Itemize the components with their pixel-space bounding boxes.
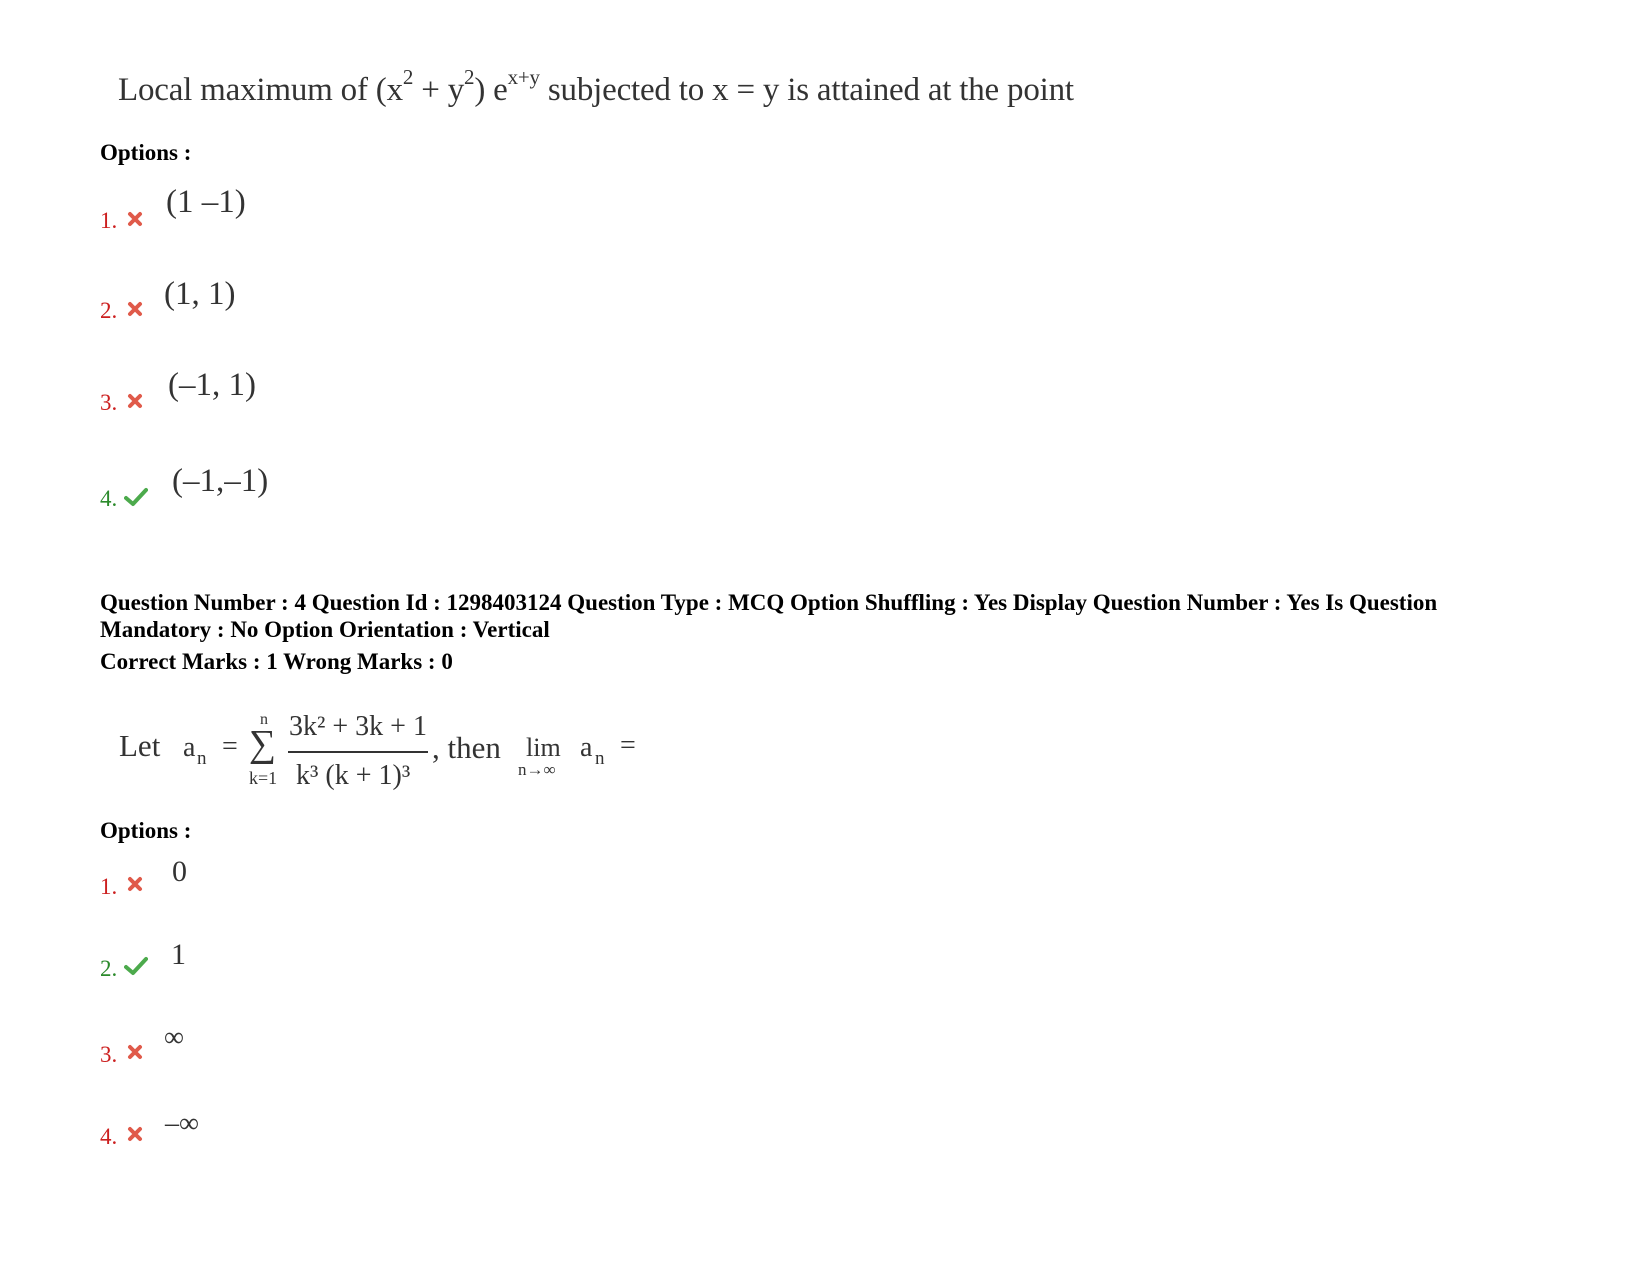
option-value: (1, 1) <box>164 276 236 312</box>
option-number: 3. <box>100 390 118 415</box>
option-value: ∞ <box>164 1022 184 1053</box>
option-number: 3. <box>100 1042 118 1067</box>
fraction-denominator: k³ (k + 1)³ <box>296 760 411 791</box>
question-meta-line2: Mandatory : No Option Orientation : Vertical <box>100 617 550 642</box>
limit-lim: lim <box>526 733 561 762</box>
option-value: (–1,–1) <box>172 463 269 499</box>
option-value: (–1, 1) <box>168 367 256 403</box>
option-number: 4. <box>100 486 118 511</box>
fraction-numerator: 3k² + 3k + 1 <box>289 711 427 742</box>
wrong-icon <box>127 301 143 317</box>
superscript: 2 <box>402 65 414 89</box>
option-row <box>100 390 117 416</box>
option-value: (1 –1) <box>166 184 246 220</box>
wrong-icon <box>127 1044 143 1060</box>
formula-n2: n <box>595 748 605 769</box>
question-meta-line1: Question Number : 4 Question Id : 1298403124 Question Type : MCQ Option Shuffling : Yes Display Question Number : Yes Is Question <box>100 590 1438 615</box>
sum-lower: k=1 <box>249 768 278 788</box>
question-part: ) e <box>474 72 508 108</box>
question-part: + y <box>413 72 464 108</box>
check-icon <box>124 956 148 976</box>
formula-a2: a <box>580 732 593 763</box>
formula-then: , then <box>432 730 501 765</box>
option-row <box>100 208 117 234</box>
formula-a: a <box>183 732 196 763</box>
wrong-icon <box>127 876 143 892</box>
question-text <box>118 65 1074 109</box>
option-row <box>100 956 117 982</box>
wrong-icon <box>127 1126 143 1142</box>
wrong-icon <box>127 211 143 227</box>
option-number: 1. <box>100 208 118 233</box>
option-row <box>100 486 117 512</box>
formula-let: Let <box>119 728 161 763</box>
fraction-bar <box>288 751 428 753</box>
option-value: 0 <box>172 855 187 888</box>
option-row <box>100 1042 117 1068</box>
formula-eq: = <box>222 731 238 762</box>
superscript: x+y <box>507 65 540 89</box>
option-row <box>100 1124 117 1150</box>
options-label: Options : <box>100 140 192 165</box>
option-number: 2. <box>100 956 118 981</box>
sigma-symbol: ∑ <box>249 723 277 765</box>
question-part: subjected to x = y is attained at the point <box>539 72 1074 108</box>
options-label: Options : <box>100 818 192 843</box>
marks-line: Correct Marks : 1 Wrong Marks : 0 <box>100 649 453 674</box>
option-value: –∞ <box>165 1108 199 1139</box>
superscript: 2 <box>464 65 475 89</box>
limit-sub: n→∞ <box>518 760 556 779</box>
option-row <box>100 874 117 900</box>
wrong-icon <box>127 393 143 409</box>
sum-upper: n <box>260 711 268 728</box>
option-value: 1 <box>171 938 186 971</box>
option-number: 4. <box>100 1124 118 1149</box>
formula-n: n <box>197 748 207 769</box>
check-icon <box>124 487 148 507</box>
option-number: 2. <box>100 298 118 323</box>
option-row <box>100 298 117 324</box>
question-part: Local maximum of (x <box>118 72 403 108</box>
formula-eq2: = <box>620 730 636 761</box>
option-number: 1. <box>100 874 118 899</box>
